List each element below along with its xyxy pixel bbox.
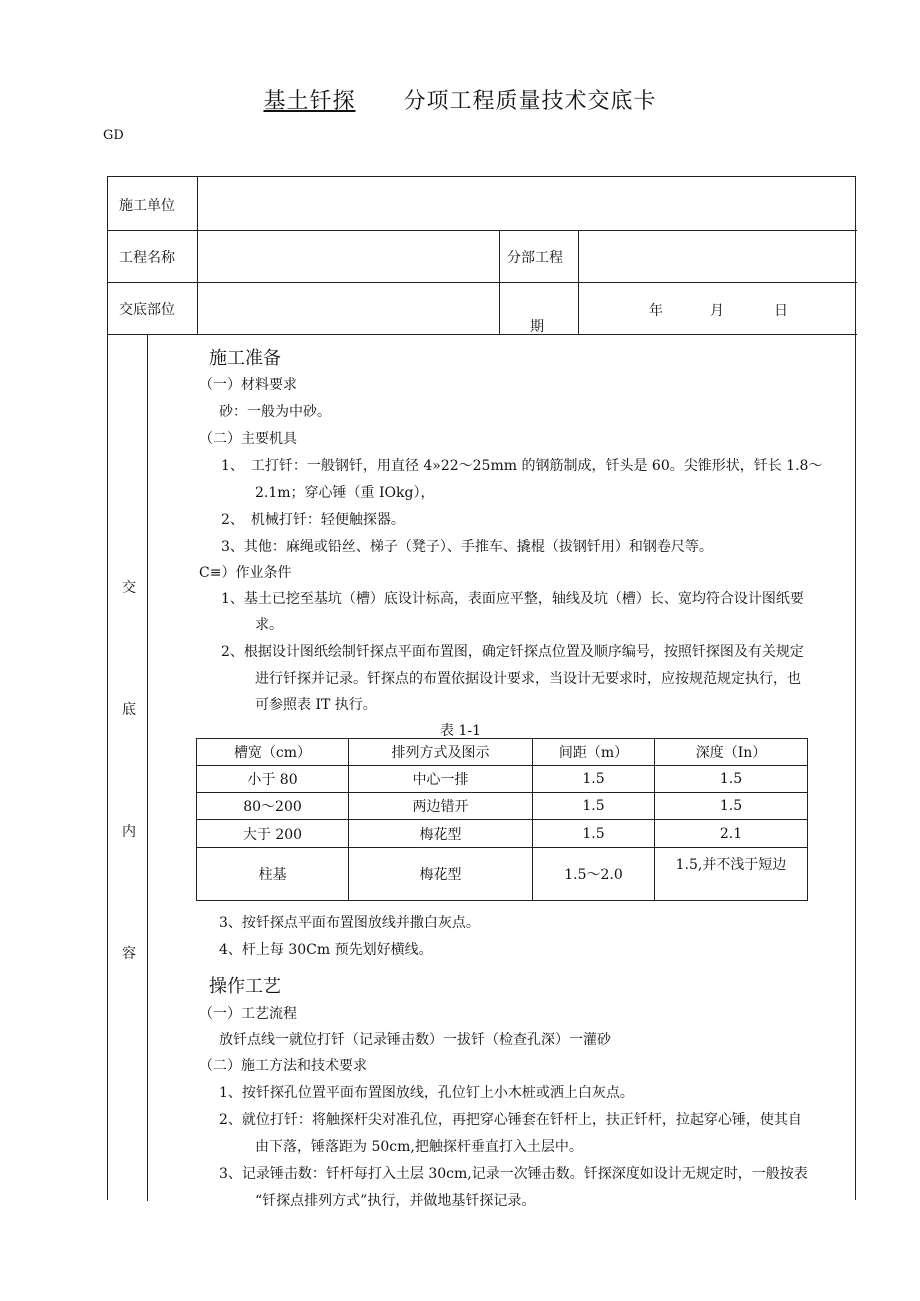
side-char: 内 [122,824,136,840]
subsection-heading: （一）工艺流程 [199,1006,297,1022]
subsection-heading: （一）材料要求 [199,377,297,393]
table-cell: 1.5 [533,766,655,793]
paragraph: “钎探点排列方式”执行，并做地基钎探记录。 [255,1193,536,1209]
paragraph: 可参照表 IT 执行。 [255,697,377,713]
paragraph: 1、按钎探孔位置平面布置图放线，孔位钉上小木桩或洒上白灰点。 [219,1085,634,1101]
paragraph: 2、根据设计图纸绘制钎探点平面布置图，确定钎探点位置及顺序编号，按照钎探图及有关规定 [221,644,804,660]
table-cell: 两边错开 [349,793,533,820]
location-label: 交底部位 [119,302,175,318]
table-cell: 2.1 [655,820,808,848]
row-divider [108,230,857,231]
subsection-heading: （二）施工方法和技术要求 [199,1058,367,1074]
side-char: 容 [122,946,136,962]
table-cell: 80～200 [197,793,349,820]
table-cell: 中心一排 [349,766,533,793]
table-row [197,820,808,848]
table-header: 深度（In） [655,739,808,766]
table-cell: 梅花型 [349,848,533,901]
section-title-prep: 施工准备 [209,348,281,369]
paragraph: 4、杆上每 30Cm 预先划好横线。 [219,942,433,958]
col-divider [197,177,198,334]
table-cell: 1.5 [533,820,655,848]
paragraph: 1、基土已挖至基坑（槽）底设计标高，表面应平整，轴线及坑（槽）长、宽均符合设计图纸要 [221,591,804,607]
month-label: 月 [710,303,724,319]
col-divider [147,334,148,1201]
col-divider [499,230,500,334]
table-cell: 1.5 [533,793,655,820]
title-subject: 基土钎探 [263,89,356,114]
paragraph: 进行钎探并记录。钎探点的布置依据设计要求，当设计无要求时，应按规范规定执行，也 [255,671,801,687]
day-label: 日 [774,303,788,319]
project-label: 工程名称 [119,250,175,266]
paragraph: 2、 机械打钎：轻便触探器。 [221,512,405,528]
table-cell: 1.5 [655,766,808,793]
table-header: 排列方式及图示 [349,739,533,766]
paragraph: 3、记录锤击数：钎杆每打入土层 30cm,记录一次锤击数。钎探深度如设计无规定时，一般按表 [219,1166,808,1182]
subsection-heading: （二）主要机具 [199,431,297,447]
unit-label: 施工单位 [119,198,175,214]
table-cell: 小于 80 [197,766,349,793]
side-char: 底 [122,702,136,718]
table-cell: 1.5 [655,793,808,820]
date-label: 期 [530,319,544,335]
paragraph: 2.1m；穿心锤（重 IOkg）， [255,485,435,501]
paragraph: 3、其他：麻绳或铅丝、梯子（凳子）、手推车、撬棍（拔钢钎用）和钢卷尺等。 [221,539,713,555]
paragraph: 由下落，锤落距为 50cm,把触探杆垂直打入土层中。 [255,1139,583,1155]
paragraph: 2、就位打钎：将触探杆尖对准孔位，再把穿心锤套在钎杆上，扶正钎杆，拉起穿心锤，使其自 [219,1112,802,1128]
row-divider [108,282,857,283]
table-cell: 1.5,并不浅于短边 [655,848,808,901]
row-divider [108,334,857,335]
subsection-heading: C≡）作业条件 [199,565,292,581]
table-caption: 表 1-1 [440,723,481,739]
paragraph: 砂：一般为中砂。 [219,404,331,420]
year-label: 年 [649,303,663,319]
table-header: 槽宽（cm） [197,739,349,766]
title-main: 分项工程质量技术交底卡 [403,89,657,114]
paragraph: 1、 工打钎：一般钢钎，用直径 4»22～25mm 的钢筋制成，钎头是 60。尖锥形状，钎长 1.8～ [221,458,823,474]
paragraph: 放钎点线一就位打钎（记录锤击数）一拔钎（检查孔深）一灌砂 [219,1032,611,1048]
table-row [197,766,808,793]
division-label: 分部工程 [507,250,563,266]
probe-spacing-table [196,738,808,901]
table-cell: 柱基 [197,848,349,901]
table-row [197,848,808,901]
col-divider [578,230,579,334]
table-header: 间距（m） [533,739,655,766]
table-header-row [197,739,808,766]
clipped-line-wrapper [255,1190,815,1209]
page-title [0,84,920,115]
doc-code: GD [103,128,124,143]
paragraph: 3、按钎探点平面布置图放线并撒白灰点。 [219,915,480,931]
side-char: 交 [122,580,136,596]
table-cell: 梅花型 [349,820,533,848]
table-cell: 大于 200 [197,820,349,848]
table-cell: 1.5～2.0 [533,848,655,901]
section-title-process: 操作工艺 [209,976,281,997]
paragraph: 求。 [255,617,283,633]
table-row [197,793,808,820]
